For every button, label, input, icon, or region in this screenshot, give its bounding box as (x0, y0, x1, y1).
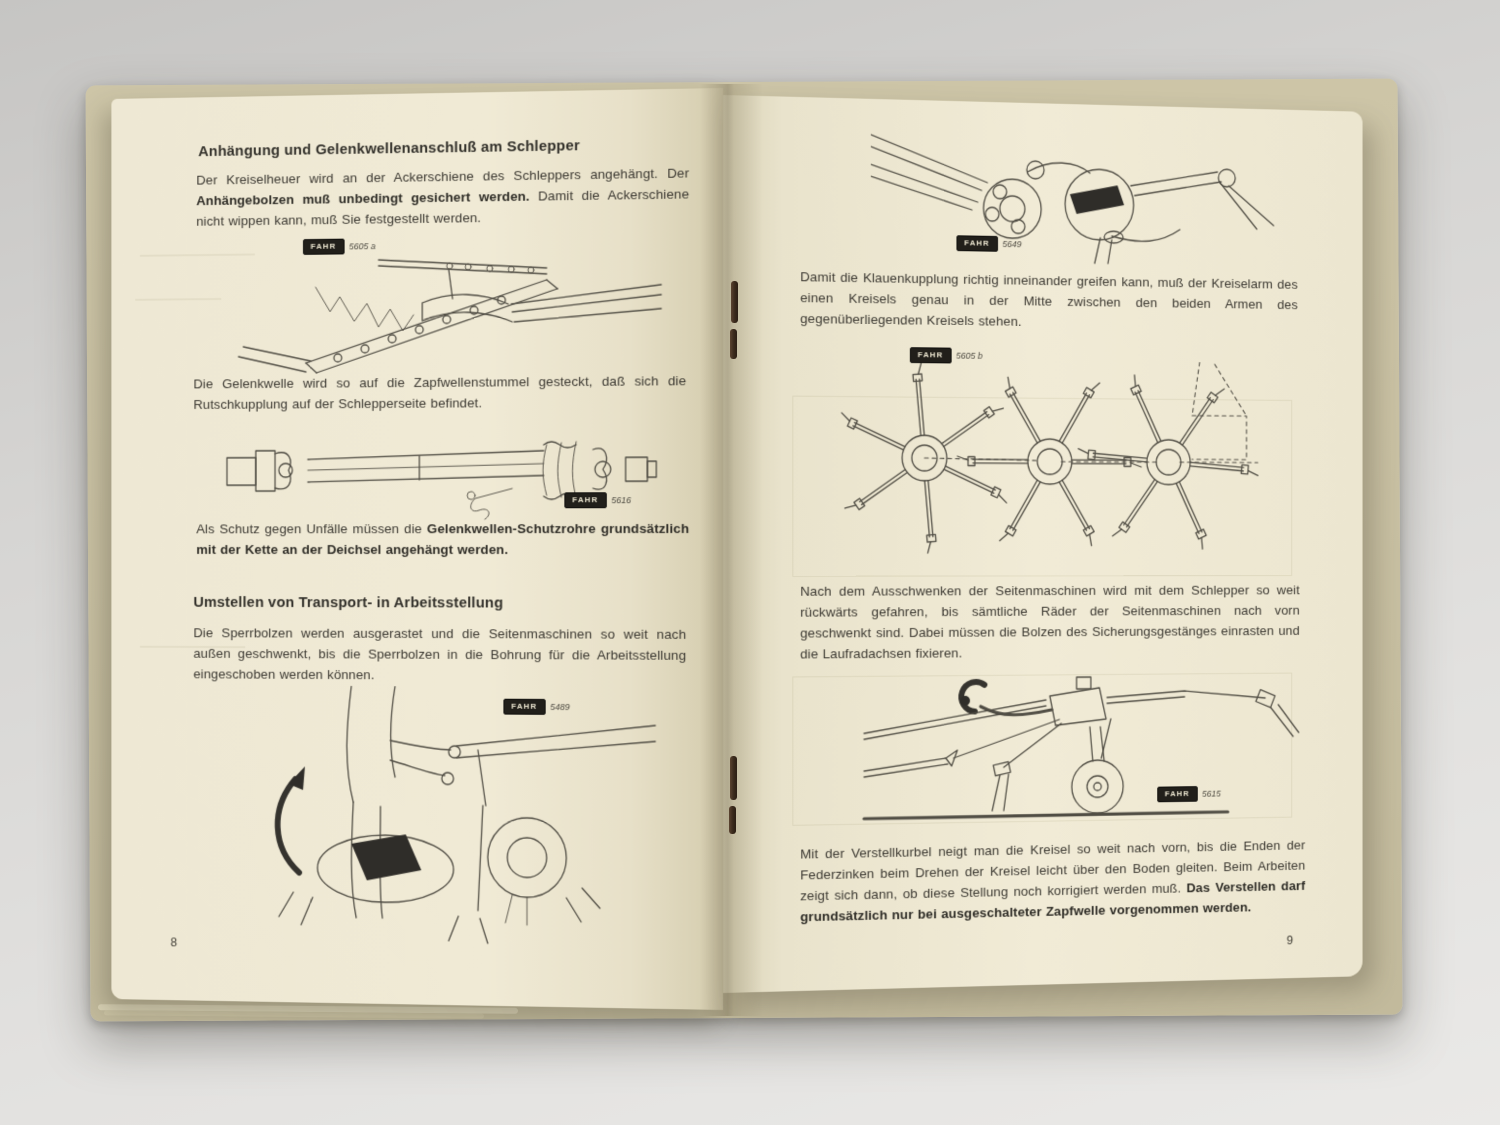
paragraph-text: Als Schutz gegen Unfälle müssen die (196, 521, 428, 537)
staple-top (731, 281, 738, 323)
paragraph-bold-text: Das Verstellen darf grundsätzlich nur bei ausgeschalteter Zapfwelle vorgenommen werden. (800, 878, 1306, 925)
fahr-logo-icon: FAHR (956, 235, 997, 251)
fahr-logo-icon: FAHR (564, 492, 606, 508)
paragraph-bold-text: Gelenkwellen-Schutzrohre grundsätzlich mit der Kette an der Deichsel angehängt werden. (196, 521, 690, 557)
paragraph-klauenkupplung: Damit die Klauenkupplung richtig inneinander greifen kann, muß der Kreiselarm des einen Kreisels genau in der Mitte zwischen den beiden Armen des gegenüberliegenden Kreisels stehen. (800, 269, 1298, 329)
figure-number: 5489 (550, 701, 570, 713)
illustration-machine-side-view (856, 657, 1336, 839)
fahr-logo-icon: FAHR (910, 347, 951, 363)
paragraph-text: Mit der Verstellkurbel neigt man die Kreisel so weit nach vorn, bis die Enden der Federzinken beim Drehen der Kreisel leicht über den Boden gleiten. Beim Arbeiten zeigt sich dann, ob diese Stellung noch korrigiert werden muß. (800, 837, 1306, 904)
right-page (723, 95, 1363, 993)
paragraph-text: Der Kreiselheuer wird an der Ackerschiene des Schleppers angehängt. Der (196, 165, 690, 188)
fahr-figure-badge (910, 347, 983, 364)
paragraph-anhaengung (196, 163, 689, 232)
fahr-figure-badge (1157, 786, 1221, 803)
staple-bottom (730, 756, 737, 800)
fahr-logo-icon: FAHR (303, 239, 344, 255)
page-number-left: 8 (170, 935, 178, 950)
figure-number: 5616 (611, 495, 632, 506)
paragraph-sperrbolzen: Die Sperrbolzen werden ausgerastet und die Seitenmaschinen so weit nach außen geschwenkt, bis die Sperrbolzen in die Bohrung für die Arbeitsstellung eingeschoben werden können. (193, 625, 687, 683)
figure-number: 5605 b (956, 350, 983, 361)
illustration-claw-coupling (871, 127, 1300, 273)
fahr-logo-icon: FAHR (503, 699, 545, 715)
fahr-logo-icon: FAHR (1157, 786, 1197, 802)
section-heading-anhaengung: Anhängung und Gelenkwellenanschluß am Schlepper (198, 137, 580, 161)
staple-top (730, 329, 737, 359)
page-number-right: 9 (1286, 933, 1294, 948)
staple-bottom (729, 806, 736, 834)
paragraph-bold-text: Anhängebolzen muß unbedingt gesichert werden. (196, 188, 530, 209)
figure-number: 5605 a (349, 241, 376, 252)
section-heading-umstellen: Umstellen von Transport- in Arbeitsstellung (193, 594, 504, 612)
paragraph-text: Damit die Ackerschiene nicht wippen kann, muß Sie festgestellt werden. (196, 186, 690, 229)
fahr-figure-badge (303, 238, 376, 255)
illustration-tractor-hitch (224, 239, 663, 382)
fahr-figure-badge (564, 492, 631, 508)
left-page (111, 88, 723, 1010)
paragraph-gelenkwelle: Die Gelenkwelle wird so auf die Zapfwellenstummel gesteckt, daß sich die Rutschkupplung auf der Schlepperseite befindet. (193, 373, 687, 412)
fahr-figure-badge (956, 235, 1021, 252)
illustration-operator-swinging-machine (236, 685, 671, 952)
fahr-figure-badge (503, 699, 569, 715)
illustration-rotor-arms-diagram (817, 358, 1325, 577)
paragraph-ausschwenken: Nach dem Ausschwenken der Seitenmaschinen wird mit dem Schlepper so weit rückwärts gefahren, bis sämtliche Räder der Seitenmaschinen nach vorn geschwenkt sind. Dabei müssen die Bolzen des Sicherungsgestänges einrasten und die Laufradachsen fixieren. (800, 582, 1300, 662)
figure-number: 5615 (1202, 788, 1221, 799)
paragraph-verstellkurbel (800, 835, 1305, 928)
paragraph-schutzrohre (196, 518, 689, 560)
figure-number: 5649 (1002, 239, 1022, 250)
